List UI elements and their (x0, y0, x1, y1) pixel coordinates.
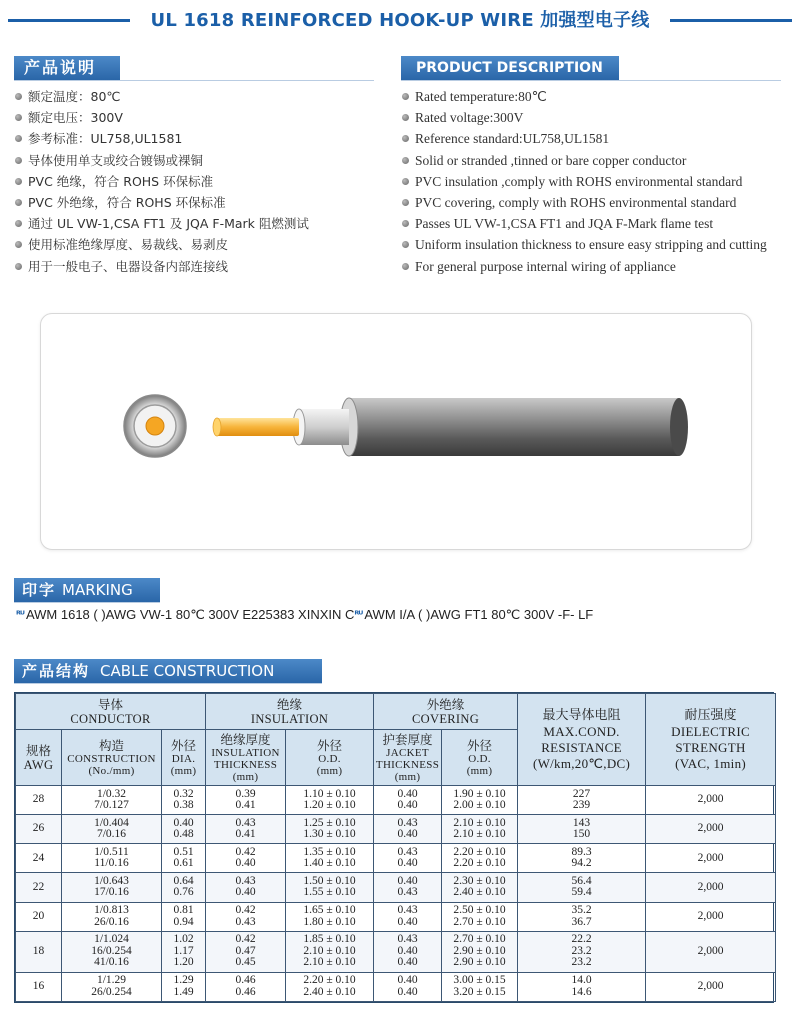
table-row (16, 972, 776, 1001)
cell-construction (62, 873, 162, 902)
list-item: 通过 UL VW-1,CSA FT1 及 JQA F-Mark 阻燃测试 (14, 213, 309, 234)
col-header-insulation-od: 外径 O.D. (mm) (286, 730, 374, 786)
cell-ins-thk (206, 931, 286, 972)
cell-value: 0.43 (397, 845, 418, 858)
wire-side-view-icon (213, 398, 688, 456)
cell-value: 1.25 ± 0.10 (303, 816, 356, 829)
cell-jac-od (442, 931, 518, 972)
cell-jac-thk (374, 931, 442, 972)
cell-value: 35.2 (571, 904, 592, 917)
cell-value: 14.0 (571, 974, 592, 987)
cable-illustration-panel (40, 313, 752, 550)
cell-value: 227 (572, 787, 591, 800)
cell-value: 7/0.16 (96, 828, 127, 841)
cell-value: 1/1.29 (96, 974, 127, 987)
cell-ins-od (286, 815, 374, 844)
cell-value: 1/0.813 (94, 904, 129, 917)
cell-value: 0.43 (235, 816, 256, 829)
cell-value: 0.40 (397, 828, 418, 841)
marking-rule (14, 602, 160, 603)
cell-value: 0.43 (397, 904, 418, 917)
cell-awg: 18 (16, 931, 62, 972)
cell-value: 0.40 (397, 985, 418, 998)
col-header-insulation-thickness: 绝缘厚度 INSULATION THICKNESS (mm) (206, 730, 286, 786)
cell-ins-od (286, 931, 374, 972)
cell-value: 16/0.254 (91, 944, 132, 957)
cell-value: 2.50 ± 0.10 (453, 904, 506, 917)
cell-value: 2.10 ± 0.10 (453, 816, 506, 829)
col-header-dia: 外径 DIA. (mm) (162, 730, 206, 786)
cell-ins-od (286, 844, 374, 873)
cell-value: 0.40 (397, 915, 418, 928)
cell-awg: 16 (16, 972, 62, 1001)
list-item: 额定电压：300V (14, 107, 309, 128)
cell-dia (162, 786, 206, 815)
cell-value: 1/0.643 (94, 874, 129, 887)
cell-value: 1.65 ± 0.10 (303, 904, 356, 917)
cell-jac-thk (374, 873, 442, 902)
list-item: Uniform insulation thickness to ensure easy stripping and cutting (401, 234, 767, 255)
cell-value: 0.42 (235, 845, 256, 858)
cell-value: 1/1.024 (94, 933, 129, 946)
cell-value: 0.48 (173, 828, 194, 841)
ul-logo-icon: ᴿᵁ (16, 610, 24, 621)
cell-value: 94.2 (571, 857, 592, 870)
construction-heading-cn: 产品结构 (22, 662, 91, 680)
list-item: Passes UL VW-1,CSA FT1 and JQA F-Mark flame test (401, 213, 767, 234)
cell-value: 1.20 (173, 956, 194, 969)
title-rule-right (670, 19, 792, 22)
cell-dielectric: 2,000 (646, 902, 776, 931)
cell-jac-od (442, 844, 518, 873)
marking-part-2: AWM I/A ( )AWG FT1 80℃ 300V -F- LF (364, 607, 594, 622)
list-item: 导体使用单支或绞合镀锡或裸铜 (14, 150, 309, 171)
cell-value: 0.41 (235, 828, 256, 841)
cell-value: 2.90 ± 0.10 (453, 944, 506, 957)
title-bar (0, 0, 800, 40)
cell-value: 0.42 (235, 933, 256, 946)
cell-value: 0.61 (173, 857, 194, 870)
construction-table-wrapper (14, 692, 774, 1003)
col-header-jacket-od: 外径 O.D. (mm) (442, 730, 518, 786)
cell-jac-thk (374, 815, 442, 844)
cell-value: 17/0.16 (94, 886, 129, 899)
page-title: UL 1618 REINFORCED HOOK-UP WIRE 加强型电子线 (150, 10, 650, 31)
cell-value: 2.40 ± 0.10 (303, 985, 356, 998)
cell-value: 0.40 (397, 787, 418, 800)
list-item: 使用标准绝缘厚度、易裁线、易剥皮 (14, 234, 309, 255)
cell-awg: 24 (16, 844, 62, 873)
cell-value: 26/0.254 (91, 985, 132, 998)
cell-construction (62, 931, 162, 972)
cell-value: 36.7 (571, 915, 592, 928)
cell-value: 0.43 (235, 915, 256, 928)
cell-jac-od (442, 972, 518, 1001)
cell-value: 0.76 (173, 886, 194, 899)
construction-table (15, 693, 776, 1002)
cell-value: 2.20 ± 0.10 (453, 857, 506, 870)
list-item: Rated temperature:80℃ (401, 86, 767, 107)
marking-heading-en: MARKING (62, 581, 133, 599)
cell-value: 150 (572, 828, 591, 841)
cell-value: 1.50 ± 0.10 (303, 874, 356, 887)
cell-value: 1.29 (173, 974, 194, 987)
cell-value: 239 (572, 799, 591, 812)
marking-heading (14, 578, 160, 602)
cell-jac-thk (374, 972, 442, 1001)
list-item: For general purpose internal wiring of appliance (401, 256, 767, 277)
cell-value: 0.40 (397, 799, 418, 812)
cell-value: 2.10 ± 0.10 (303, 944, 356, 957)
cell-value: 1.20 ± 0.10 (303, 799, 356, 812)
list-item: PVC covering, comply with ROHS environmental standard (401, 192, 767, 213)
cell-value: 1.90 ± 0.10 (453, 787, 506, 800)
cell-value: 11/0.16 (94, 857, 129, 870)
cell-value: 0.40 (397, 874, 418, 887)
cell-value: 0.46 (235, 974, 256, 987)
cell-dielectric: 2,000 (646, 815, 776, 844)
col-header-jacket-thickness: 护套厚度 JACKET THICKNESS (mm) (374, 730, 442, 786)
section-heading-en: PRODUCT DESCRIPTION (401, 56, 619, 80)
cell-value: 1.40 ± 0.10 (303, 857, 356, 870)
cell-ins-od (286, 902, 374, 931)
cell-ins-thk (206, 873, 286, 902)
cell-value: 0.47 (235, 944, 256, 957)
cell-value: 2.00 ± 0.10 (453, 799, 506, 812)
cell-value: 0.38 (173, 799, 194, 812)
table-row (16, 786, 776, 815)
cell-value: 0.45 (235, 956, 256, 969)
cell-value: 0.43 (235, 874, 256, 887)
construction-table-body (16, 786, 776, 1002)
list-item: PVC 绝缘，符合 ROHS 环保标准 (14, 171, 309, 192)
cell-awg: 22 (16, 873, 62, 902)
cell-awg: 20 (16, 902, 62, 931)
cell-value: 1.85 ± 0.10 (303, 933, 356, 946)
cell-construction (62, 844, 162, 873)
cell-dia (162, 931, 206, 972)
cell-value: 1.17 (173, 944, 194, 957)
cell-value: 0.51 (173, 845, 194, 858)
cell-value: 0.40 (235, 857, 256, 870)
cell-value: 59.4 (571, 886, 592, 899)
cell-value: 0.39 (235, 787, 256, 800)
list-item: 参考标准：UL758,UL1581 (14, 128, 309, 149)
cell-resistance (518, 786, 646, 815)
section-heading-cn: 产品说明 (14, 56, 120, 80)
ul-logo-icon: ᴿᵁ (354, 610, 363, 621)
cell-value: 2.40 ± 0.10 (453, 886, 506, 899)
col-group-covering: 外绝缘 COVERING (374, 694, 518, 730)
cell-value: 7/0.127 (94, 799, 129, 812)
cell-ins-od (286, 873, 374, 902)
section-rule-cn (14, 80, 374, 81)
col-header-construction: 构造 CONSTRUCTION (No./mm) (62, 730, 162, 786)
cell-ins-thk (206, 786, 286, 815)
cell-dia (162, 972, 206, 1001)
cell-dia (162, 844, 206, 873)
cell-value: 2.70 ± 0.10 (453, 915, 506, 928)
cell-jac-thk (374, 786, 442, 815)
cell-value: 1/0.511 (94, 845, 129, 858)
cell-ins-od (286, 972, 374, 1001)
cell-value: 0.40 (397, 956, 418, 969)
cell-value: 0.94 (173, 915, 194, 928)
cell-value: 2.10 ± 0.10 (453, 828, 506, 841)
cell-value: 2.20 ± 0.10 (303, 974, 356, 987)
cell-dielectric: 2,000 (646, 873, 776, 902)
construction-rule (14, 683, 322, 684)
construction-heading-en: CABLE CONSTRUCTION (100, 662, 275, 680)
description-list-cn (14, 86, 309, 277)
cell-value: 23.2 (571, 944, 592, 957)
construction-heading (14, 659, 322, 683)
marking-text (16, 607, 593, 623)
cell-dielectric: 2,000 (646, 786, 776, 815)
list-item: Solid or stranded ,tinned or bare copper conductor (401, 150, 767, 171)
cell-resistance (518, 815, 646, 844)
cell-dia (162, 815, 206, 844)
cell-value: 0.32 (173, 787, 194, 800)
cell-dielectric: 2,000 (646, 972, 776, 1001)
list-item: 额定温度：80℃ (14, 86, 309, 107)
cell-value: 89.3 (571, 845, 592, 858)
cell-ins-od (286, 786, 374, 815)
cell-value: 1.80 ± 0.10 (303, 915, 356, 928)
list-item: PVC insulation ,comply with ROHS environmental standard (401, 171, 767, 192)
list-item: Rated voltage:300V (401, 107, 767, 128)
cell-resistance (518, 902, 646, 931)
list-item: Reference standard:UL758,UL1581 (401, 128, 767, 149)
cell-value: 1.35 ± 0.10 (303, 845, 356, 858)
cell-value: 2.90 ± 0.10 (453, 956, 506, 969)
list-item: PVC 外绝缘，符合 ROHS 环保标准 (14, 192, 309, 213)
cell-dia (162, 873, 206, 902)
cell-value: 0.40 (235, 886, 256, 899)
cell-value: 0.46 (235, 985, 256, 998)
cell-value: 0.64 (173, 874, 194, 887)
cell-value: 2.20 ± 0.10 (453, 845, 506, 858)
cell-value: 2.70 ± 0.10 (453, 933, 506, 946)
cell-awg: 28 (16, 786, 62, 815)
cell-value: 26/0.16 (94, 915, 129, 928)
cell-value: 0.43 (397, 933, 418, 946)
col-header-dielectric: 耐压强度 DIELECTRIC STRENGTH (VAC, 1min) (646, 694, 776, 786)
cell-jac-od (442, 815, 518, 844)
cell-construction (62, 972, 162, 1001)
cell-jac-thk (374, 902, 442, 931)
cell-value: 0.42 (235, 904, 256, 917)
cell-value: 0.81 (173, 904, 194, 917)
description-list-en (401, 86, 767, 277)
cell-value: 1/0.404 (94, 816, 129, 829)
cell-construction (62, 902, 162, 931)
cell-value: 0.40 (173, 816, 194, 829)
cell-ins-thk (206, 815, 286, 844)
cell-value: 0.41 (235, 799, 256, 812)
marking-part-1: AWM 1618 ( )AWG VW-1 80℃ 300V E225383 XINXIN C (25, 607, 355, 622)
cell-jac-od (442, 873, 518, 902)
cell-value: 3.00 ± 0.15 (453, 974, 506, 987)
cell-jac-od (442, 902, 518, 931)
cell-value: 14.6 (571, 985, 592, 998)
cell-value: 1/0.32 (96, 787, 127, 800)
col-group-insulation: 绝缘 INSULATION (206, 694, 374, 730)
table-row (16, 902, 776, 931)
table-header-row-1 (16, 694, 776, 730)
cell-value: 56.4 (571, 874, 592, 887)
cell-value: 3.20 ± 0.15 (453, 985, 506, 998)
cell-ins-thk (206, 972, 286, 1001)
cell-ins-thk (206, 902, 286, 931)
cell-jac-thk (374, 844, 442, 873)
cell-resistance (518, 873, 646, 902)
cell-construction (62, 815, 162, 844)
cell-construction (62, 786, 162, 815)
cell-value: 1.49 (173, 985, 194, 998)
cross-section-icon (124, 395, 186, 457)
cell-value: 41/0.16 (94, 956, 129, 969)
cell-value: 1.55 ± 0.10 (303, 886, 356, 899)
cell-dielectric: 2,000 (646, 844, 776, 873)
cell-awg: 26 (16, 815, 62, 844)
cell-value: 143 (572, 816, 591, 829)
list-item: 用于一般电子、电器设备内部连接线 (14, 256, 309, 277)
cell-value: 0.43 (397, 886, 418, 899)
cell-resistance (518, 972, 646, 1001)
cell-value: 2.10 ± 0.10 (303, 956, 356, 969)
cell-value: 22.2 (571, 933, 592, 946)
section-rule-en (401, 80, 781, 81)
cell-value: 1.10 ± 0.10 (303, 787, 356, 800)
cell-jac-od (442, 786, 518, 815)
cell-value: 0.43 (397, 816, 418, 829)
cell-ins-thk (206, 844, 286, 873)
marking-heading-cn: 印字 (22, 581, 57, 599)
cell-value: 23.2 (571, 956, 592, 969)
cell-resistance (518, 931, 646, 972)
cell-dia (162, 902, 206, 931)
col-header-resistance: 最大导体电阻 MAX.COND. RESISTANCE (W/km,20℃,DC) (518, 694, 646, 786)
cell-value: 1.02 (173, 933, 194, 946)
table-row (16, 815, 776, 844)
cell-value: 2.30 ± 0.10 (453, 874, 506, 887)
cell-value: 1.30 ± 0.10 (303, 828, 356, 841)
col-group-conductor: 导体 CONDUCTOR (16, 694, 206, 730)
table-row (16, 844, 776, 873)
cable-illustration (41, 314, 753, 551)
cell-value: 0.40 (397, 944, 418, 957)
cell-value: 0.40 (397, 857, 418, 870)
table-row (16, 931, 776, 972)
cell-value: 0.40 (397, 974, 418, 987)
col-header-awg: 规格 AWG (16, 730, 62, 786)
table-row (16, 873, 776, 902)
cell-dielectric: 2,000 (646, 931, 776, 972)
cell-resistance (518, 844, 646, 873)
